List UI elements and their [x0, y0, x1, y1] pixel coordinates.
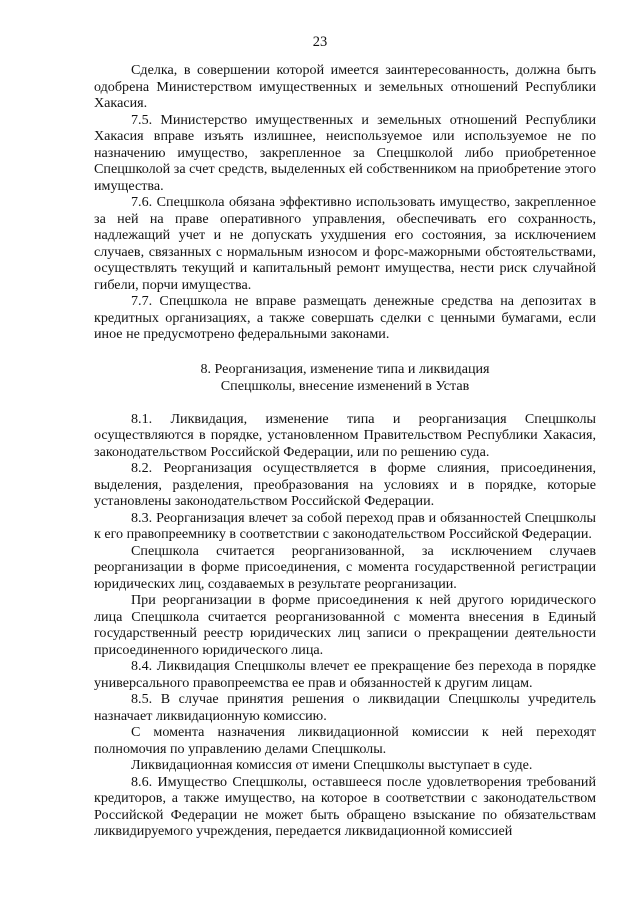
paragraph-7-6: 7.6. Спецшкола обязана эффективно использовать имущество, закрепленное за ней на праве оперативного управления, обеспечивать его сохранность, надлежащий учет и не допускать ухудшения его состояния, за исключением случаев, связанных с нормальным износом и форс-мажорными обстоятельствами, осуществлять текущий и капитальный ремонт имущества, нести риск случайной гибели, порчи имущества. — [94, 194, 596, 293]
section-heading-line-2: Спецшколы, внесение изменений в Устав — [220, 377, 470, 394]
paragraph-8-6: 8.6. Имущество Спецшколы, оставшееся после удовлетворения требований кредиторов, а также имущество, на которое в соответствии с законодательством Российской Федерации не может быть обращено взыскание по обязательствам ликвидируемого учреждения, передается ликвидационной комиссией — [94, 773, 596, 839]
paragraph-merger-reorganization: При реорганизации в форме присоединения к ней другого юридического лица Спецшкола считается реорганизованной с момента внесения в Единый государственный реестр юридических лиц записи о прекращении деятельности присоединенного юридического лица. — [94, 592, 596, 658]
document-body — [94, 62, 596, 840]
paragraph-8-2: 8.2. Реорганизация осуществляется в форме слияния, присоединения, выделения, разделения, преобразования на условиях и в порядке, которые установлены законодательством Российской Федерации. — [94, 460, 596, 509]
page-number: 23 — [312, 34, 328, 50]
section-8-heading — [94, 361, 596, 395]
paragraph-8-3: 8.3. Реорганизация влечет за собой переход прав и обязанностей Спецшколы к его правопреемнику в соответствии с законодательством Российской Федерации. — [94, 509, 596, 542]
paragraph-approval-requirement: Сделка, в совершении которой имеется заинтересованность, должна быть одобрена Министерством имущественных и земельных отношений Республики Хакасия. — [94, 62, 596, 111]
paragraph-7-5: 7.5. Министерство имущественных и земельных отношений Республики Хакасия вправе изъять излишнее, неиспользуемое или используемое не по назначению имущество, закрепленное за Спецшколой либо приобретенное Спецшколой за счет средств, выделенных ей собственником на приобретение этого имущества. — [94, 111, 596, 194]
paragraph-commission-powers: С момента назначения ликвидационной комиссии к ней переходят полномочия по управлению делами Спецшколы. — [94, 724, 596, 757]
paragraph-8-1: 8.1. Ликвидация, изменение типа и реорганизация Спецшколы осуществляются в порядке, установленном Правительством Республики Хакасия, законодательством Российской Федерации, или по решению суда. — [94, 410, 596, 460]
paragraph-8-5: 8.5. В случае принятия решения о ликвидации Спецшколы учредитель назначает ликвидационную комиссию. — [94, 691, 596, 724]
paragraph-7-7: 7.7. Спецшкола не вправе размещать денежные средства на депозитах в кредитных организациях, а также совершать сделки с ценными бумагами, если иное не предусмотрено федеральными законами. — [94, 293, 596, 342]
paragraph-commission-court: Ликвидационная комиссия от имени Спецшколы выступает в суде. — [131, 757, 533, 773]
paragraph-reorganization-moment: Спецшкола считается реорганизованной, за исключением случаев реорганизации в форме присоединения, с момента государственной регистрации юридических лиц, создаваемых в результате реорганизации. — [94, 542, 596, 592]
section-heading-line-1: 8. Реорганизация, изменение типа и ликвидация — [200, 360, 490, 377]
paragraph-8-4: 8.4. Ликвидация Спецшколы влечет ее прекращение без перехода в порядке универсального правопреемства ее прав и обязанностей к другим лицам. — [94, 658, 596, 691]
